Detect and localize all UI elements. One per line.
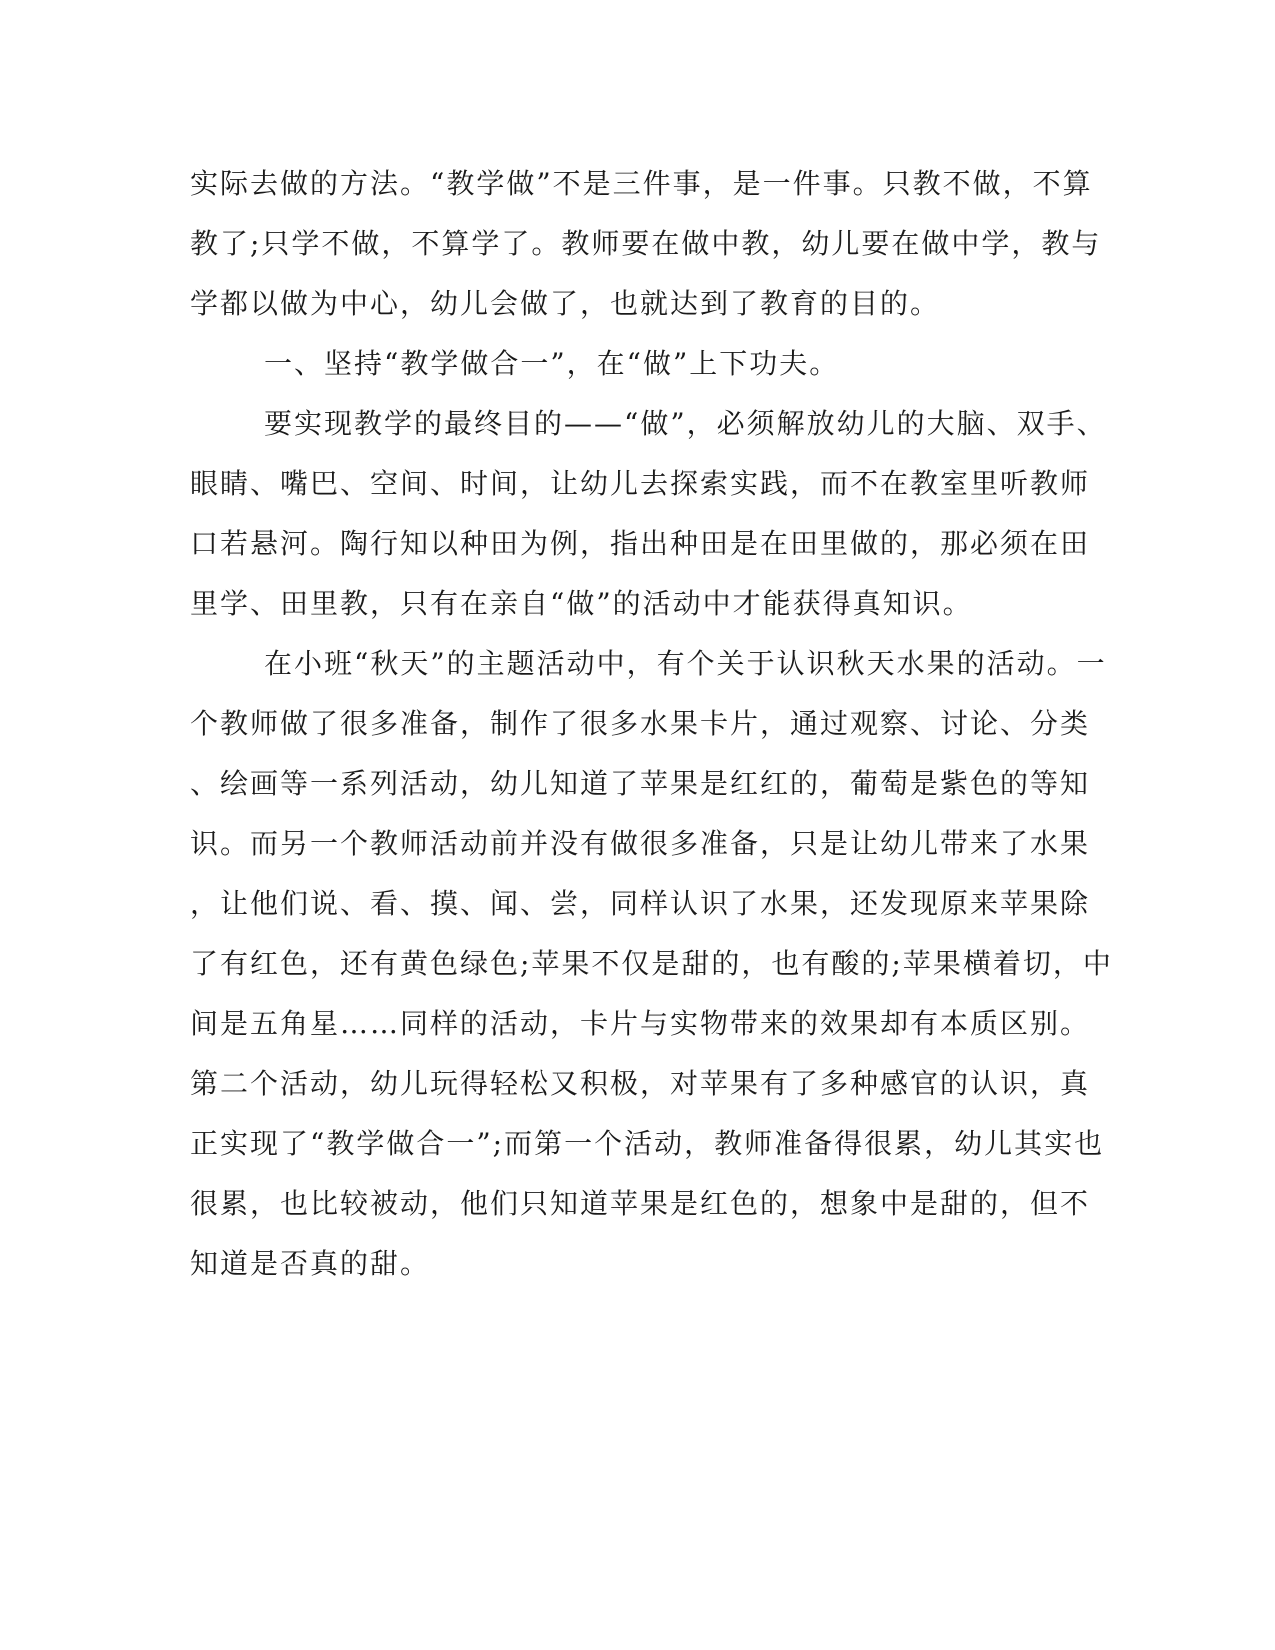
text-line: 学都以做为中心，幼儿会做了，也就达到了教育的目的。 [190,287,941,320]
text-line: 眼睛、嘴巴、空间、时间，让幼儿去探索实践，而不在教室里听教师 [190,467,1091,500]
body-text [190,154,1113,1294]
text-line: 知道是否真的甜。 [190,1247,431,1280]
text-line: 实际去做的方法。“教学做”不是三件事，是一件事。只教不做，不算 [190,167,1093,200]
text-line: 第二个活动，幼儿玩得轻松又积极，对苹果有了多种感官的认识，真 [190,1067,1091,1100]
text-line: 间是五角星……同样的活动，卡片与实物带来的效果却有本质区别。 [190,1007,1091,1040]
text-line: 正实现了“教学做合一”;而第一个活动，教师准备得很累，幼儿其实也 [190,1127,1105,1160]
text-line: 在小班“秋天”的主题活动中，有个关于认识秋天水果的活动。一 [264,647,1107,680]
text-line: 识。而另一个教师活动前并没有做很多准备，只是让幼儿带来了水果 [190,827,1091,860]
text-line: 个教师做了很多准备，制作了很多水果卡片，通过观察、讨论、分类 [190,707,1091,740]
text-line: 口若悬河。陶行知以种田为例，指出种田是在田里做的，那必须在田 [190,527,1091,560]
text-line: 教了;只学不做，不算学了。教师要在做中教，幼儿要在做中学，教与 [190,227,1102,260]
text-line: 里学、田里教，只有在亲自“做”的活动中才能获得真知识。 [190,587,973,620]
text-line: 、绘画等一系列活动，幼儿知道了苹果是红红的，葡萄是紫色的等知 [190,767,1091,800]
text-line: ，让他们说、看、摸、闻、尝，同样认识了水果，还发现原来苹果除 [190,887,1091,920]
text-line: 了有红色，还有黄色绿色;苹果不仅是甜的，也有酸的;苹果横着切，中 [190,947,1113,980]
section-heading: 一、坚持“教学做合一”，在“做”上下功夫。 [264,347,840,380]
text-line: 要实现教学的最终目的——“做”，必须解放幼儿的大脑、双手、 [264,407,1107,440]
text-line: 很累，也比较被动，他们只知道苹果是红色的，想象中是甜的，但不 [190,1187,1091,1220]
